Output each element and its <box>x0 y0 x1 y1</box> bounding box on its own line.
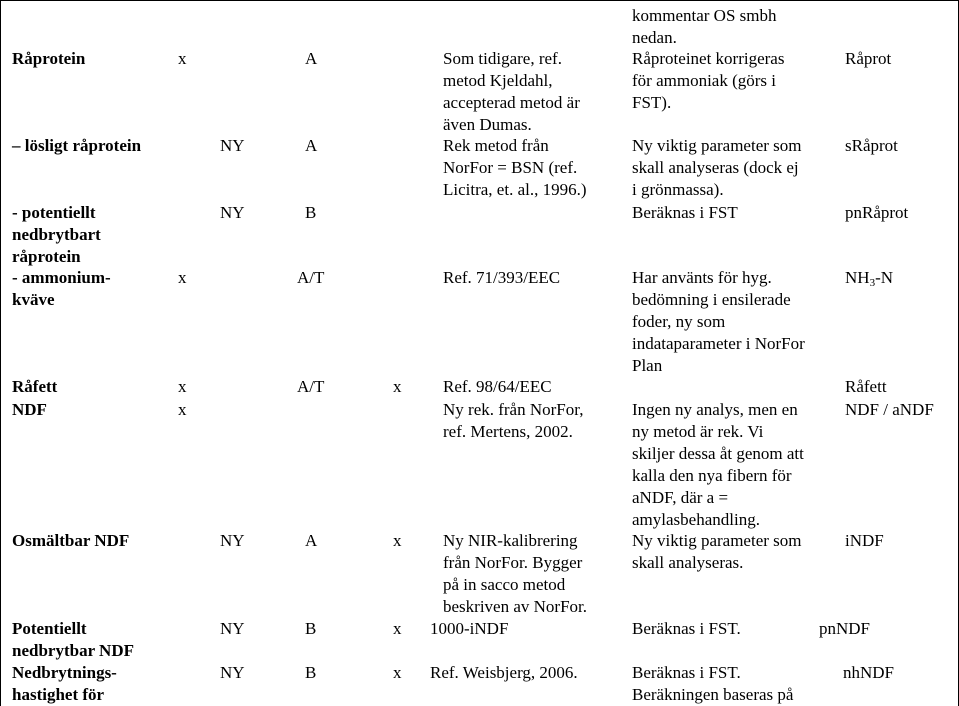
comment-line: bedömning i ensilerade <box>632 290 791 309</box>
comment-line: Ingen ny analys, men en <box>632 400 798 419</box>
method-line: Rek metod från <box>443 136 549 155</box>
parameter-name <box>12 618 134 662</box>
method-line: accepterad metod är <box>443 93 580 112</box>
parameter-name: Råprotein <box>12 49 86 68</box>
method-cell <box>443 135 587 201</box>
abbr-tail: -N <box>875 268 894 287</box>
new-flag: x <box>178 49 187 68</box>
method-line: beskriven av NorFor. <box>443 597 588 616</box>
comment-cell: Beräknas i FST. <box>632 619 741 638</box>
method-line: Ny NIR-kalibrering <box>443 531 578 550</box>
comment-line: FST). <box>632 93 672 112</box>
category: B <box>305 619 317 638</box>
method-cell: Ref. 98/64/EEC <box>443 377 552 396</box>
abbr-subscript: 3 <box>869 277 876 289</box>
abbreviation <box>845 267 893 289</box>
category: B <box>305 663 317 682</box>
comment-line: Har använts för hyg. <box>632 268 772 287</box>
method-cell <box>443 530 587 618</box>
category: A/T <box>297 268 325 287</box>
table-border-top <box>0 0 959 1</box>
accepted-flag: x <box>393 663 402 682</box>
comment-line: kommentar OS smbh <box>632 6 777 25</box>
abbreviation: sRåprot <box>845 136 898 155</box>
abbreviation: nhNDF <box>843 663 895 682</box>
comment-line: foder, ny som <box>632 312 726 331</box>
category: A <box>305 531 318 550</box>
name-line: - ammonium- <box>12 268 111 287</box>
parameter-name: Osmältbar NDF <box>12 531 130 550</box>
method-cell <box>443 48 580 136</box>
comment-line: amylasbehandling. <box>632 510 760 529</box>
comment-line: aNDF, där a = <box>632 488 729 507</box>
comment-line: Beräkningen baseras på <box>632 685 794 704</box>
accepted-flag: x <box>393 377 402 396</box>
name-line: nedbrytbart <box>12 225 101 244</box>
name-line: hastighet för <box>12 685 105 704</box>
method-cell: Ref. Weisbjerg, 2006. <box>430 663 578 682</box>
abbreviation: pnNDF <box>819 619 871 638</box>
comment-cell <box>632 48 784 114</box>
name-line: kväve <box>12 290 55 309</box>
parameter-name: NDF <box>12 400 47 419</box>
comment-line: kalla den nya fibern för <box>632 466 792 485</box>
method-cell <box>443 399 583 443</box>
comment-line: Plan <box>632 356 663 375</box>
parameter-name: Råfett <box>12 377 58 396</box>
parameter-name <box>12 202 101 268</box>
abbreviation: Råprot <box>845 49 892 68</box>
abbreviation: NDF / aNDF <box>845 400 934 419</box>
comment-cell <box>632 5 777 49</box>
new-flag: x <box>178 268 187 287</box>
parameter-name: – lösligt råprotein <box>12 136 142 155</box>
comment-line: skall analyseras. <box>632 553 744 572</box>
method-line: metod Kjeldahl, <box>443 71 553 90</box>
new-flag: x <box>178 377 187 396</box>
new-flag: NY <box>220 136 245 155</box>
method-line: ref. Mertens, 2002. <box>443 422 573 441</box>
name-line: - potentiellt <box>12 203 96 222</box>
category: A <box>305 136 318 155</box>
method-line: NorFor = BSN (ref. <box>443 158 578 177</box>
comment-line: Råproteinet korrigeras <box>632 49 785 68</box>
parameter-name <box>12 662 117 706</box>
method-line: även Dumas. <box>443 115 532 134</box>
comment-line: skall analyseras (dock ej <box>632 158 799 177</box>
comment-line: i grönmassa). <box>632 180 724 199</box>
comment-line: ny metod är rek. Vi <box>632 422 764 441</box>
category: A/T <box>297 377 325 396</box>
new-flag: x <box>178 400 187 419</box>
comment-cell <box>632 530 802 574</box>
new-flag: NY <box>220 619 245 638</box>
method-line: Som tidigare, ref. <box>443 49 562 68</box>
abbreviation: pnRåprot <box>845 203 909 222</box>
comment-line: skiljer dessa åt genom att <box>632 444 804 463</box>
abbr-main: NH <box>845 268 870 287</box>
accepted-flag: x <box>393 531 402 550</box>
name-line: Potentiellt <box>12 619 87 638</box>
method-line: Ny rek. från NorFor, <box>443 400 584 419</box>
name-line: råprotein <box>12 247 81 266</box>
table-border-left <box>0 0 1 706</box>
new-flag: NY <box>220 531 245 550</box>
method-line: från NorFor. Bygger <box>443 553 583 572</box>
method-line: Licitra, et. al., 1996.) <box>443 180 587 199</box>
comment-line: för ammoniak (görs i <box>632 71 776 90</box>
accepted-flag: x <box>393 619 402 638</box>
comment-line: Beräknas i FST. <box>632 663 741 682</box>
comment-cell <box>632 399 804 531</box>
method-line: på in sacco metod <box>443 575 566 594</box>
method-cell: 1000-iNDF <box>430 619 509 638</box>
comment-cell <box>632 135 802 201</box>
comment-line: nedan. <box>632 28 677 47</box>
category: A <box>305 49 318 68</box>
name-line: Nedbrytnings- <box>12 663 117 682</box>
comment-cell <box>632 662 793 706</box>
method-cell: Ref. 71/393/EEC <box>443 268 561 287</box>
parameter-name <box>12 267 111 311</box>
comment-line: indataparameter i NorFor <box>632 334 805 353</box>
abbreviation: Råfett <box>845 377 887 396</box>
comment-cell: Beräknas i FST <box>632 203 738 222</box>
new-flag: NY <box>220 203 245 222</box>
abbreviation: iNDF <box>845 531 884 550</box>
comment-cell <box>632 267 805 377</box>
comment-line: Ny viktig parameter som <box>632 531 802 550</box>
category: B <box>305 203 317 222</box>
comment-line: Ny viktig parameter som <box>632 136 802 155</box>
name-line: nedbrytbar NDF <box>12 641 134 660</box>
new-flag: NY <box>220 663 245 682</box>
